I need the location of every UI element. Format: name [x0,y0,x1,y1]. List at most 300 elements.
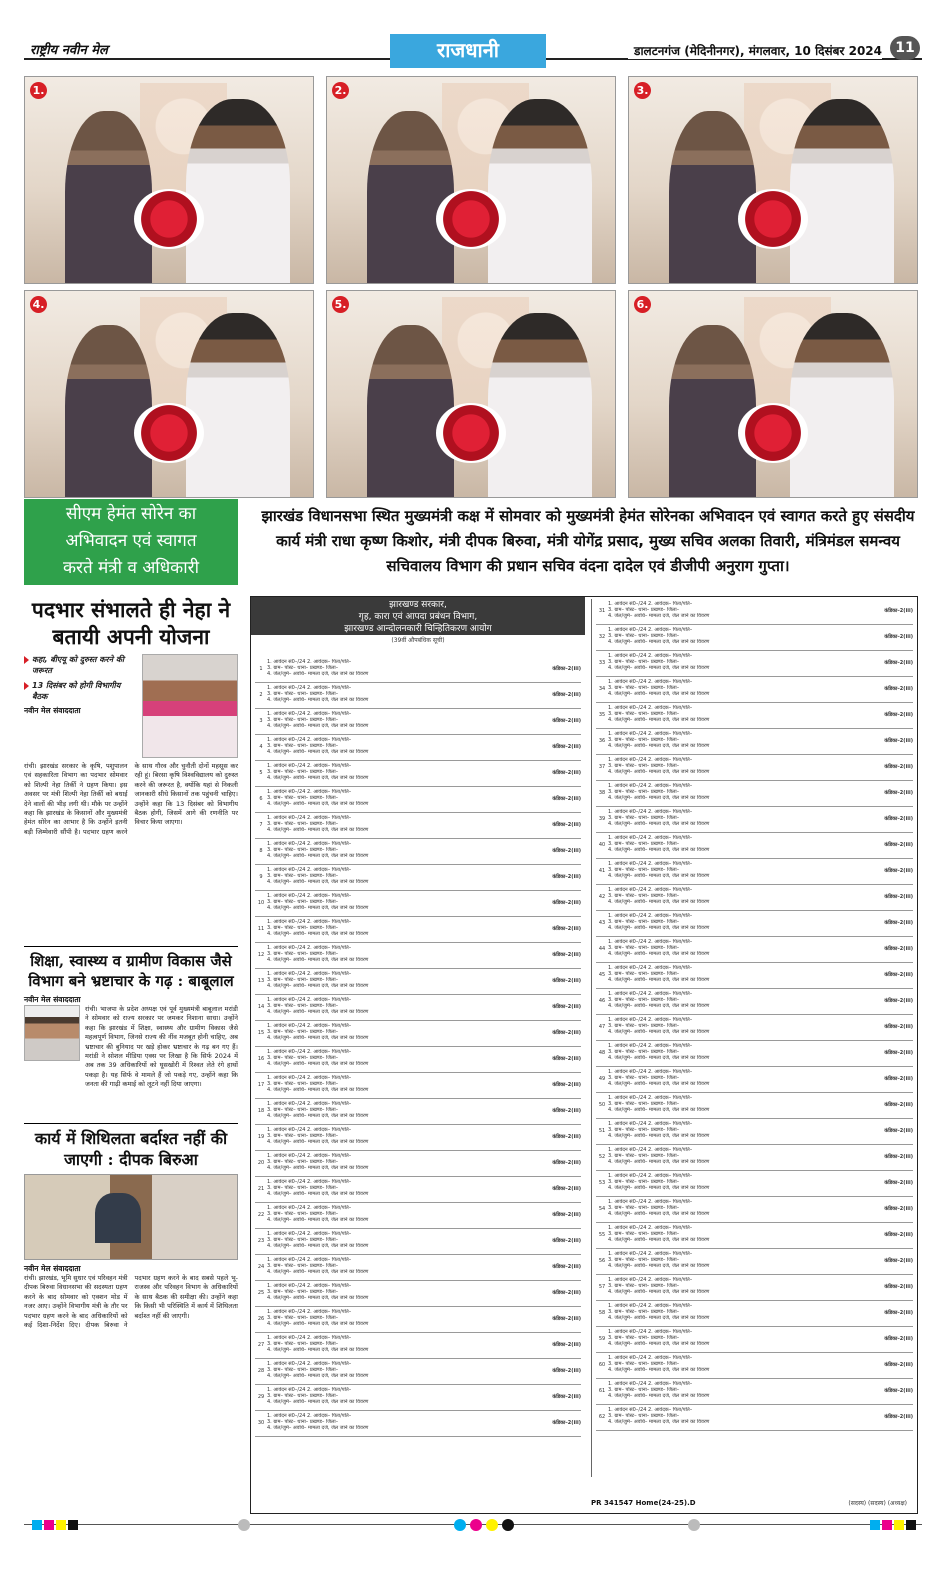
notice-entry [255,1177,581,1203]
entry-clause: कंडिका–2(iii) [552,926,581,932]
entry-line: 1. आवेदन सं0–/24 2. आवेदक– पिता/पति– [267,971,352,977]
entry-text [267,1412,539,1435]
notice-entry [596,1301,913,1327]
entry-line: 3. ग्राम– पोस्ट– थाना– प्रखण्ड– जिला– [608,633,680,639]
entry-clause: कंडिका–2(iii) [884,1284,913,1290]
entry-text [608,912,871,935]
entry-text [608,730,871,753]
entry-line: 1. आवेदन सं0–/24 2. आवेदक– पिता/पति– [608,861,693,867]
entry-clause: कंडिका–2(iii) [552,692,581,698]
registration-dot [454,1519,466,1531]
entry-serial: 29 [257,1394,265,1400]
entry-clause: कंडिका–2(iii) [884,1024,913,1030]
entry-text [267,1308,539,1331]
entry-clause: कंडिका–2(iii) [884,946,913,952]
cm-figure [790,313,894,498]
entry-line: 3. ग्राम– पोस्ट– थाना– प्रखण्ड– जिला– [267,1419,339,1425]
story3-body: रांची। झारखंड, भूमि सुधार एवं परिवहन मंत्री दीपक बिरुवा विधानसभा की सदस्यता ग्रहण करने के बाद सोमवार को एक्शन मोड में नजर आए। उन्होंने विभागीय मंत्री के तौर पर पदभार ग्रहण करने के बाद अधिकारियों को कई दिशा-निर्देश दिए। दीपक बिरुवा ने पदभार ग्रहण करने के बाद सबसे पहले भू-राजस्व और परिवहन विभाग के अधिकारियों के साथ बैठक की समीक्षा की। उन्होंने कहा कि किसी भी परिस्थिति में कार्य में शिथिलता बर्दाश्त नहीं की जाएगी। [24,1274,238,1330]
entry-serial: 10 [257,900,265,906]
entry-clause: कंडिका–2(iii) [552,874,581,880]
entry-serial: 47 [598,1024,606,1030]
page-number: 11 [890,36,920,60]
story2-headline: शिक्षा, स्वास्थ्य व ग्रामीण विकास जैसे विभाग बने भ्रष्टाचार के गढ़ : बाबूलाल [24,946,238,991]
entry-line: 1. आवेदन सं0–/24 2. आवेदक– पिता/पति– [608,1277,693,1283]
entry-line: 4. जेल/जुर्म– अवधि– मामला दर्ज, जेल जाने का विवरण [608,1393,710,1399]
entry-clause: कंडिका–2(iii) [552,1004,581,1010]
entry-line: 3. ग्राम– पोस्ट– थाना– प्रखण्ड– जिला– [267,1133,339,1139]
entry-line: 4. जेल/जुर्म– अवधि– मामला दर्ज, जेल जाने का विवरण [267,1191,369,1197]
entry-serial: 18 [257,1108,265,1114]
entry-line: 3. ग्राम– पोस्ट– थाना– प्रखण्ड– जिला– [608,607,680,613]
entry-text [608,1198,871,1221]
story2-block [24,995,238,1117]
government-notice [250,596,918,1514]
entry-text [608,1354,871,1377]
entry-line: 1. आवेदन सं0–/24 2. आवेदक– पिता/पति– [608,1173,693,1179]
entry-line: 3. ग्राम– पोस्ट– थाना– प्रखण्ड– जिला– [608,893,680,899]
entry-line: 4. जेल/जुर्म– अवधि– मामला दर्ज, जेल जाने का विवरण [608,613,710,619]
entry-line: 3. ग्राम– पोस्ट– थाना– प्रखण्ड– जिला– [608,1231,680,1237]
entry-line: 3. ग्राम– पोस्ट– थाना– प्रखण्ड– जिला– [267,951,339,957]
entry-text [267,736,539,759]
entry-line: 4. जेल/जुर्म– अवधि– मामला दर्ज, जेल जाने का विवरण [267,723,369,729]
entry-serial: 20 [257,1160,265,1166]
entry-text [608,756,871,779]
notice-title-line: झारखण्ड आन्दोलनकारी चिन्हितिकरण आयोग [344,624,492,634]
story3-photo [24,1174,238,1260]
entry-clause: कंडिका–2(iii) [552,1394,581,1400]
entry-line: 4. जेल/जुर्म– अवधि– मामला दर्ज, जेल जाने का विवरण [267,1321,369,1327]
entry-line: 1. आवेदन सं0–/24 2. आवेदक– पिता/पति– [608,809,693,815]
photo-5 [326,290,616,498]
entry-clause: कंडिका–2(iii) [552,1030,581,1036]
entry-clause: कंडिका–2(iii) [884,1102,913,1108]
entry-serial: 56 [598,1258,606,1264]
notice-entry [255,683,581,709]
entry-line: 4. जेल/जुर्म– अवधि– मामला दर्ज, जेल जाने का विवरण [267,1087,369,1093]
entry-text [267,970,539,993]
story1-bullet: कहा, बीएयू को दुरुस्त करने की जरूरत [24,654,238,676]
entry-clause: कंडिका–2(iii) [552,744,581,750]
entry-line: 4. जेल/जुर्म– अवधि– मामला दर्ज, जेल जाने का विवरण [608,1211,710,1217]
entry-line: 4. जेल/जुर्म– अवधि– मामला दर्ज, जेल जाने का विवरण [267,1217,369,1223]
entry-line: 3. ग्राम– पोस्ट– थाना– प्रखण्ड– जिला– [608,1309,680,1315]
notice-entry [255,1411,581,1437]
dateline: डालटनगंज (मेदिनीनगर), मंगलवार, 10 दिसंबर 2024 [628,42,882,59]
entry-clause: कंडिका–2(iii) [884,1336,913,1342]
entry-clause: कंडिका–2(iii) [552,1160,581,1166]
entry-serial: 2 [259,692,263,698]
entry-serial: 38 [598,790,606,796]
bouquet [134,189,203,249]
entry-serial: 49 [598,1076,606,1082]
entry-line: 3. ग्राम– पोस्ट– थाना– प्रखण्ड– जिला– [608,1179,680,1185]
entry-text [608,990,871,1013]
notice-entry [255,1333,581,1359]
entry-line: 4. जेल/जुर्म– अवधि– मामला दर्ज, जेल जाने का विवरण [267,1113,369,1119]
photo-2 [326,76,616,284]
notice-entry [255,1073,581,1099]
entry-line: 3. ग्राम– पोस्ट– थाना– प्रखण्ड– जिला– [608,737,680,743]
registration-dot [502,1519,514,1531]
entry-line: 1. आवेदन सं0–/24 2. आवेदक– पिता/पति– [267,1127,352,1133]
photo-number: 4. [30,296,47,313]
story3-byline: नवीन मेल संवाददाता [24,1264,81,1273]
notice-entry [596,1041,913,1067]
entry-line: 1. आवेदन सं0–/24 2. आवेदक– पिता/पति– [267,1283,352,1289]
entry-clause: कंडिका–2(iii) [884,1258,913,1264]
notice-entry [255,917,581,943]
entry-line: 3. ग्राम– पोस्ट– थाना– प्रखण्ड– जिला– [267,1367,339,1373]
entry-text [608,860,871,883]
entry-text [267,944,539,967]
notice-entry [596,677,913,703]
entry-text [608,1016,871,1039]
entry-line: 3. ग्राम– पोस्ट– थाना– प्रखण्ड– जिला– [267,847,339,853]
entry-clause: कंडिका–2(iii) [884,1050,913,1056]
entry-line: 4. जेल/जुर्म– अवधि– मामला दर्ज, जेल जाने का विवरण [608,639,710,645]
notice-entry [596,703,913,729]
bouquet [738,403,807,463]
entry-serial: 13 [257,978,265,984]
entry-line: 1. आवेदन सं0–/24 2. आवेदक– पिता/पति– [608,679,693,685]
entry-clause: कंडिका–2(iii) [884,764,913,770]
bouquet [436,403,505,463]
entry-line: 4. जेल/जुर्म– अवधि– मामला दर्ज, जेल जाने का विवरण [608,1159,710,1165]
entry-line: 1. आवेदन सं0–/24 2. आवेदक– पिता/पति– [608,965,693,971]
entry-text [267,814,539,837]
entry-line: 4. जेल/जुर्म– अवधि– मामला दर्ज, जेल जाने का विवरण [267,749,369,755]
entry-line: 3. ग्राम– पोस्ट– थाना– प्रखण्ड– जिला– [608,789,680,795]
entry-text [608,600,871,623]
entry-line: 3. ग्राम– पोस्ट– थाना– प्रखण्ड– जिला– [267,1315,339,1321]
entry-line: 3. ग्राम– पोस्ट– थाना– प्रखण्ड– जिला– [267,1263,339,1269]
entry-text [608,1094,871,1117]
entry-line: 4. जेल/जुर्म– अवधि– मामला दर्ज, जेल जाने का विवरण [267,879,369,885]
entry-serial: 7 [259,822,263,828]
entry-line: 1. आवेदन सं0–/24 2. आवेदक– पिता/पति– [608,1043,693,1049]
entry-clause: कंडिका–2(iii) [552,1082,581,1088]
entry-line: 3. ग्राम– पोस्ट– थाना– प्रखण्ड– जिला– [267,795,339,801]
entry-clause: कंडिका–2(iii) [884,1128,913,1134]
entry-line: 1. आवेदन सं0–/24 2. आवेदक– पिता/पति– [608,913,693,919]
entry-clause: कंडिका–2(iii) [884,1414,913,1420]
story1-bullet: 13 दिसंबर को होगी विभागीय बैठक [24,680,238,702]
notice-entry [255,1021,581,1047]
entry-line: 4. जेल/जुर्म– अवधि– मामला दर्ज, जेल जाने का विवरण [608,743,710,749]
entry-line: 4. जेल/जुर्म– अवधि– मामला दर्ज, जेल जाने का विवरण [608,899,710,905]
registration-dot [470,1519,482,1531]
entry-text [608,1068,871,1091]
bouquet [738,189,807,249]
notice-entry [255,1281,581,1307]
entry-serial: 4 [259,744,263,750]
entry-serial: 59 [598,1336,606,1342]
entry-serial: 8 [259,848,263,854]
entry-line: 3. ग्राम– पोस्ट– थाना– प्रखण्ड– जिला– [267,1185,339,1191]
entry-clause: कंडिका–2(iii) [884,1154,913,1160]
notice-entry [596,1405,913,1431]
photo-number: 3. [634,82,651,99]
entry-text [267,1022,539,1045]
notice-entry [596,1015,913,1041]
entry-line: 4. जेल/जुर्म– अवधि– मामला दर्ज, जेल जाने का विवरण [267,1243,369,1249]
entry-line: 4. जेल/जुर्म– अवधि– मामला दर्ज, जेल जाने का विवरण [608,1341,710,1347]
color-registration-bar [24,1518,922,1532]
entry-clause: कंडिका–2(iii) [552,796,581,802]
entry-line: 3. ग्राम– पोस्ट– थाना– प्रखण्ड– जिला– [267,743,339,749]
entry-line: 3. ग्राम– पोस्ट– थाना– प्रखण्ड– जिला– [608,1075,680,1081]
entry-clause: कंडिका–2(iii) [552,1056,581,1062]
entry-line: 3. ग्राम– पोस्ट– थाना– प्रखण्ड– जिला– [608,841,680,847]
entry-line: 1. आवेदन सं0–/24 2. आवेदक– पिता/पति– [267,1179,352,1185]
notice-entry [255,657,581,683]
entry-serial: 42 [598,894,606,900]
entry-line: 1. आवेदन सं0–/24 2. आवेदक– पिता/पति– [608,705,693,711]
entry-line: 1. आवेदन सं0–/24 2. आवेदक– पिता/पति– [267,1257,352,1263]
entry-text [608,782,871,805]
notice-subtitle: (39वीं औपबंधिक सूची) [391,637,445,644]
notice-entry [255,709,581,735]
entry-serial: 55 [598,1232,606,1238]
entry-line: 1. आवेदन सं0–/24 2. आवेदक– पिता/पति– [267,1309,352,1315]
entry-line: 1. आवेदन सं0–/24 2. आवेदक– पिता/पति– [608,1147,693,1153]
entry-text [267,1282,539,1305]
entry-line: 4. जेल/जुर्म– अवधि– मामला दर्ज, जेल जाने का विवरण [267,827,369,833]
feature-headline [24,499,238,585]
guest-figure [669,111,755,284]
entry-serial: 46 [598,998,606,1004]
entry-line: 3. ग्राम– पोस्ट– थाना– प्रखण्ड– जिला– [608,867,680,873]
photo-3 [628,76,918,284]
swatch-black [68,1520,78,1530]
notice-entry [596,1223,913,1249]
notice-column-2 [591,599,913,1477]
entry-text [267,892,539,915]
entry-line: 3. ग्राम– पोस्ट– थाना– प्रखण्ड– जिला– [267,1341,339,1347]
entry-line: 4. जेल/जुर्म– अवधि– मामला दर्ज, जेल जाने का विवरण [608,1133,710,1139]
entry-clause: कंडिका–2(iii) [884,712,913,718]
entry-line: 3. ग्राम– पोस्ट– थाना– प्रखण्ड– जिला– [608,1049,680,1055]
entry-text [608,626,871,649]
entry-serial: 30 [257,1420,265,1426]
entry-clause: कंडिका–2(iii) [884,686,913,692]
entry-clause: कंडिका–2(iii) [884,972,913,978]
entry-serial: 62 [598,1414,606,1420]
entry-line: 1. आवेदन सं0–/24 2. आवेदक– पिता/पति– [608,1121,693,1127]
entry-text [608,1328,871,1351]
entry-line: 3. ग्राम– पोस्ट– थाना– प्रखण्ड– जिला– [608,685,680,691]
entry-clause: कंडिका–2(iii) [552,1290,581,1296]
entry-line: 4. जेल/जुर्म– अवधि– मामला दर्ज, जेल जाने का विवरण [608,847,710,853]
entry-line: 4. जेल/जुर्म– अवधि– मामला दर्ज, जेल जाने का विवरण [608,925,710,931]
notice-entry [596,1171,913,1197]
entry-clause: कंडिका–2(iii) [552,770,581,776]
swatch-cyan [32,1520,42,1530]
entry-serial: 33 [598,660,606,666]
entry-line: 3. ग्राम– पोस्ट– थाना– प्रखण्ड– जिला– [608,1101,680,1107]
notice-entry [596,1379,913,1405]
entry-serial: 48 [598,1050,606,1056]
entry-text [267,1074,539,1097]
entry-line: 3. ग्राम– पोस्ट– थाना– प्रखण्ड– जिला– [608,1361,680,1367]
entry-line: 3. ग्राम– पोस्ट– थाना– प्रखण्ड– जिला– [267,1029,339,1035]
entry-line: 4. जेल/जुर्म– अवधि– मामला दर्ज, जेल जाने का विवरण [608,1081,710,1087]
entry-text [267,1230,539,1253]
entry-text [608,1406,871,1429]
entry-line: 3. ग्राम– पोस्ट– थाना– प्रखण्ड– जिला– [608,1257,680,1263]
notice-entry [255,1229,581,1255]
cm-figure [488,99,592,284]
notice-entry [255,1203,581,1229]
entry-serial: 15 [257,1030,265,1036]
entry-line: 3. ग्राम– पोस्ट– थाना– प्रखण्ड– जिला– [267,1107,339,1113]
entry-clause: कंडिका–2(iii) [884,790,913,796]
entry-line: 4. जेल/जुर्म– अवधि– मामला दर्ज, जेल जाने का विवरण [608,1029,710,1035]
entry-line: 3. ग्राम– पोस्ट– थाना– प्रखण्ड– जिला– [608,1023,680,1029]
entry-line: 3. ग्राम– पोस्ट– थाना– प्रखण्ड– जिला– [267,899,339,905]
entry-line: 3. ग्राम– पोस्ट– थाना– प्रखण्ड– जिला– [608,1387,680,1393]
entry-line: 1. आवेदन सं0–/24 2. आवेदक– पिता/पति– [608,1407,693,1413]
entry-line: 4. जेल/जुर्म– अवधि– मामला दर्ज, जेल जाने का विवरण [267,1139,369,1145]
notice-entry [596,1353,913,1379]
notice-column-1 [255,657,581,1477]
entry-line: 1. आवेदन सं0–/24 2. आवेदक– पिता/पति– [267,815,352,821]
entry-line: 1. आवेदन सं0–/24 2. आवेदक– पिता/पति– [608,757,693,763]
entry-line: 3. ग्राम– पोस्ट– थाना– प्रखण्ड– जिला– [267,769,339,775]
entry-clause: कंडिका–2(iii) [552,1108,581,1114]
left-column [24,596,238,1514]
entry-clause: कंडिका–2(iii) [552,978,581,984]
signatories: (सदस्य) (सदस्य) (अध्यक्ष) [848,1500,907,1507]
notice-entry [255,1307,581,1333]
entry-clause: कंडिका–2(iii) [552,822,581,828]
entry-line: 1. आवेदन सं0–/24 2. आवेदक– पिता/पति– [267,893,352,899]
entry-line: 3. ग्राम– पोस्ट– थाना– प्रखण्ड– जिला– [608,1283,680,1289]
entry-serial: 9 [259,874,263,880]
notice-entry [596,1249,913,1275]
notice-entry [596,599,913,625]
entry-line: 4. जेल/जुर्म– अवधि– मामला दर्ज, जेल जाने का विवरण [608,873,710,879]
entry-line: 1. आवेदन सं0–/24 2. आवेदक– पिता/पति– [267,841,352,847]
paper-name: राष्ट्रीय नवीन मेल [30,40,114,58]
entry-text [267,866,539,889]
entry-line: 3. ग्राम– पोस्ट– थाना– प्रखण्ड– जिला– [267,873,339,879]
entry-line: 1. आवेदन सं0–/24 2. आवेदक– पिता/पति– [267,867,352,873]
entry-line: 3. ग्राम– पोस्ट– थाना– प्रखण्ड– जिला– [608,945,680,951]
notice-entry [596,859,913,885]
notice-entry [596,937,913,963]
entry-serial: 31 [598,608,606,614]
notice-entry [596,1327,913,1353]
notice-entry [596,1145,913,1171]
notice-entry [596,651,913,677]
feature-headline-line: करते मंत्री व अधिकारी [63,558,199,578]
entry-line: 1. आवेदन सं0–/24 2. आवेदक– पिता/पति– [267,1205,352,1211]
entry-line: 4. जेल/जुर्म– अवधि– मामला दर्ज, जेल जाने का विवरण [608,691,710,697]
entry-line: 3. ग्राम– पोस्ट– थाना– प्रखण्ड– जिला– [267,977,339,983]
entry-line: 3. ग्राम– पोस्ट– थाना– प्रखण्ड– जिला– [608,711,680,717]
entry-serial: 14 [257,1004,265,1010]
notice-entry [255,969,581,995]
entry-serial: 37 [598,764,606,770]
entry-text [608,704,871,727]
entry-line: 1. आवेदन सं0–/24 2. आवेदक– पिता/पति– [608,939,693,945]
entry-text [267,1126,539,1149]
notice-entry [596,781,913,807]
entry-line: 3. ग्राम– पोस्ट– थाना– प्रखण्ड– जिला– [608,1153,680,1159]
entry-serial: 32 [598,634,606,640]
photo-number: 1. [30,82,47,99]
entry-text [267,658,539,681]
notice-entry [255,1151,581,1177]
entry-line: 1. आवेदन सं0–/24 2. आवेदक– पिता/पति– [608,1069,693,1075]
entry-serial: 53 [598,1180,606,1186]
entry-line: 4. जेल/जुर्म– अवधि– मामला दर्ज, जेल जाने का विवरण [267,697,369,703]
entry-serial: 22 [257,1212,265,1218]
entry-serial: 36 [598,738,606,744]
entry-serial: 17 [257,1082,265,1088]
entry-line: 1. आवेदन सं0–/24 2. आवेदक– पिता/पति– [608,731,693,737]
entry-serial: 11 [257,926,265,932]
entry-line: 3. ग्राम– पोस्ट– थाना– प्रखण्ड– जिला– [608,659,680,665]
entry-line: 4. जेल/जुर्म– अवधि– मामला दर्ज, जेल जाने का विवरण [267,1347,369,1353]
notice-entry [255,891,581,917]
entry-line: 4. जेल/जुर्म– अवधि– मामला दर्ज, जेल जाने का विवरण [267,1425,369,1431]
entry-line: 1. आवेदन सं0–/24 2. आवेदक– पिता/पति– [608,1355,693,1361]
entry-clause: कंडिका–2(iii) [552,900,581,906]
entry-text [267,684,539,707]
entry-line: 4. जेल/जुर्म– अवधि– मामला दर्ज, जेल जाने का विवरण [608,1289,710,1295]
entry-line: 1. आवेदन सं0–/24 2. आवेदक– पिता/पति– [267,1101,352,1107]
entry-line: 3. ग्राम– पोस्ट– थाना– प्रखण्ड– जिला– [267,1289,339,1295]
entry-line: 3. ग्राम– पोस्ट– थाना– प्रखण्ड– जिला– [608,919,680,925]
entry-line: 1. आवेदन सं0–/24 2. आवेदक– पिता/पति– [267,1231,352,1237]
entry-line: 3. ग्राम– पोस्ट– थाना– प्रखण्ड– जिला– [267,1159,339,1165]
entry-text [608,1120,871,1143]
entry-line: 4. जेल/जुर्म– अवधि– मामला दर्ज, जेल जाने का विवरण [267,957,369,963]
entry-line: 4. जेल/जुर्म– अवधि– मामला दर्ज, जेल जाने का विवरण [267,1165,369,1171]
entry-line: 1. आवेदन सं0–/24 2. आवेदक– पिता/पति– [267,1413,352,1419]
entry-line: 4. जेल/जुर्म– अवधि– मामला दर्ज, जेल जाने का विवरण [267,801,369,807]
cm-figure [488,313,592,498]
feature-headline-line: सीएम हेमंत सोरेन का [65,504,197,524]
entry-clause: कंडिका–2(iii) [884,1232,913,1238]
notice-entry [596,989,913,1015]
entry-text [608,1276,871,1299]
entry-clause: कंडिका–2(iii) [552,1264,581,1270]
entry-serial: 23 [257,1238,265,1244]
entry-line: 3. ग्राम– पोस्ट– थाना– प्रखण्ड– जिला– [267,1055,339,1061]
feature-headline-line: अभिवादन एवं स्वागत [65,531,197,551]
entry-line: 4. जेल/जुर्म– अवधि– मामला दर्ज, जेल जाने का विवरण [608,665,710,671]
entry-line: 1. आवेदन सं0–/24 2. आवेदक– पिता/पति– [267,685,352,691]
entry-text [267,1178,539,1201]
story1-top [24,654,238,762]
entry-serial: 40 [598,842,606,848]
registration-dot [688,1519,700,1531]
notice-entry [255,943,581,969]
entry-line: 1. आवेदन सं0–/24 2. आवेदक– पिता/पति– [267,997,352,1003]
story1-headline: पदभार संभालते ही नेहा ने बतायी अपनी योजना [31,597,231,649]
entry-text [608,964,871,987]
entry-text [267,840,539,863]
entry-text [267,1386,539,1409]
notice-entry [255,865,581,891]
entry-line: 4. जेल/जुर्म– अवधि– मामला दर्ज, जेल जाने का विवरण [608,951,710,957]
entry-text [267,1100,539,1123]
entry-line: 1. आवेदन सं0–/24 2. आवेदक– पिता/पति– [267,763,352,769]
